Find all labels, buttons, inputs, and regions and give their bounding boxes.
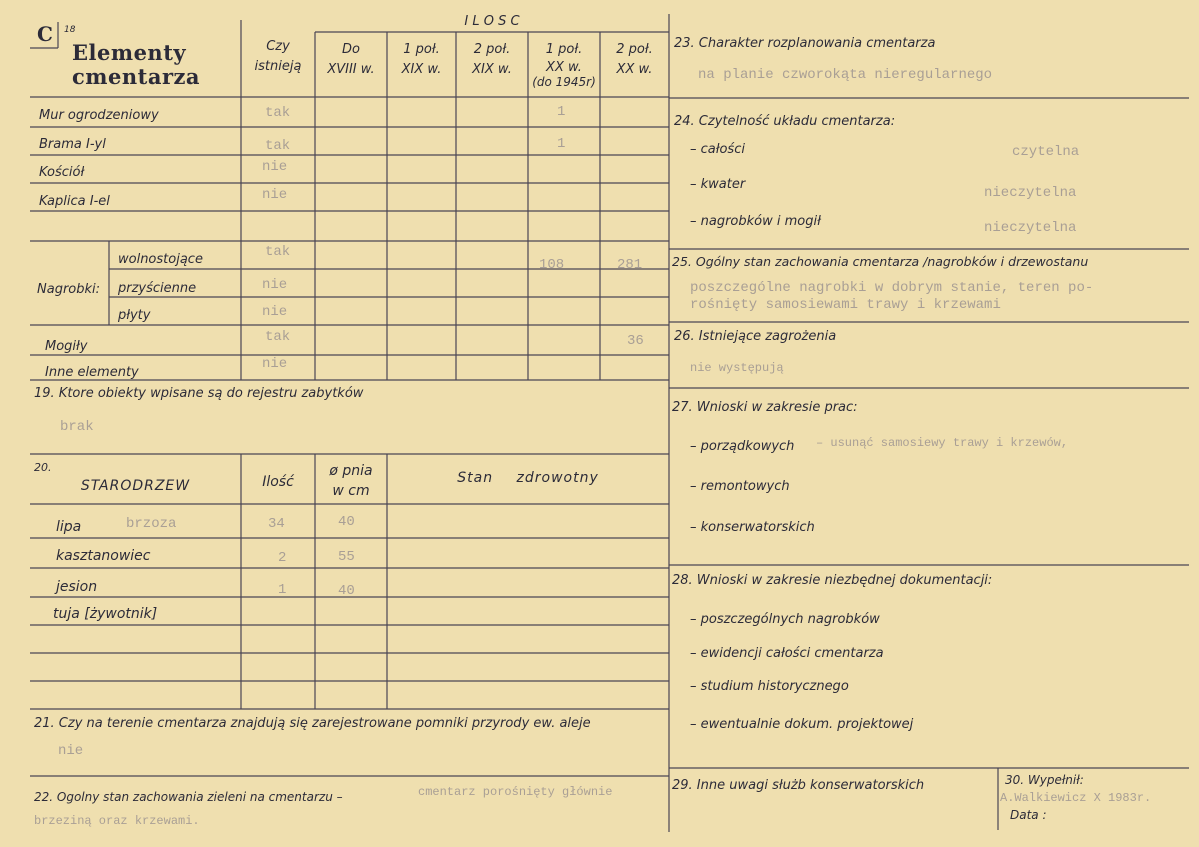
col-2-l2: XIX w. (401, 62, 442, 77)
row-brama-value: 1 (557, 136, 566, 152)
row-mogily-label: Mogiły (45, 339, 88, 354)
col-5-l2: XX w. (616, 62, 653, 77)
section-27-remont: – remontowych (690, 479, 790, 494)
section-22-value-1: cmentarz porośnięty głównie (418, 785, 613, 799)
section-27-label: 27. Wnioski w zakresie prac: (672, 400, 858, 415)
col-czy-1: Czy (266, 39, 290, 54)
col-ilosc: I L O S C (464, 14, 520, 29)
section-27-porz: – porządkowych (690, 439, 795, 454)
tree-row-2-ilosc: 2 (278, 550, 287, 566)
tree-row-1-typed: brzoza (126, 516, 177, 532)
section-20-num: 20. (34, 461, 52, 474)
section-number: 18 (64, 25, 76, 35)
row-mur-label: Mur ogrodzeniowy (39, 108, 159, 123)
tree-row-1-name: lipa (56, 519, 82, 535)
page-title-line1: Elementy (72, 40, 187, 65)
section-27-konserw: – konserwatorskich (690, 520, 815, 535)
col-2-l1: 1 poł. (403, 42, 440, 57)
row-wolno-czy: tak (265, 244, 291, 260)
row-wolno-v2: 281 (617, 257, 643, 273)
pnia-header-2: w cm (332, 483, 370, 499)
row-kosciol-czy: nie (262, 159, 288, 175)
row-inne-label: Inne elementy (45, 365, 139, 380)
section-28-item-1: – poszczególnych nagrobków (690, 612, 880, 627)
section-26-label: 26. Istniejące zagrożenia (674, 329, 837, 344)
section-25-label: 25. Ogólny stan zachowania cmentarza /nagrobków i drzewostanu (672, 254, 1089, 269)
section-28-item-2: – ewidencji całości cmentarza (690, 646, 884, 661)
section-23-value: na planie czworokąta nieregularnego (698, 67, 993, 83)
row-kosciol-label: Kościół (39, 165, 85, 180)
starodrzew-header: STARODRZEW (80, 478, 191, 494)
col-czy-2: istnieją (254, 59, 302, 74)
section-21-label: 21. Czy na terenie cmentarza znajdują się zarejestrowane pomniki przyrody ew. aleje (34, 716, 591, 731)
section-28-item-4: – ewentualnie dokum. projektowej (690, 717, 914, 732)
section-23-label: 23. Charakter rozplanowania cmentarza (674, 36, 936, 51)
tree-row-1-pnia: 40 (338, 514, 355, 530)
row-kaplica-czy: nie (262, 187, 288, 203)
row-inne-czy: nie (262, 356, 288, 372)
section-24-calosci: – całości (690, 142, 745, 157)
row-brama-label: Brama I-yl (39, 137, 106, 152)
row-mogily-value: 36 (627, 333, 644, 349)
col-4-l1: 1 poł. (545, 42, 583, 57)
section-24-calosci-value: czytelna (1012, 144, 1080, 160)
section-30-value: A.Walkiewicz X 1983r. (1000, 791, 1152, 805)
section-24-label: 24. Czytelność układu cmentarza: (674, 114, 896, 129)
stan-header: Stan zdrowotny (457, 470, 599, 486)
section-21-value: nie (58, 743, 84, 759)
row-wolno-label: wolnostojące (118, 252, 203, 267)
row-mur-czy: tak (265, 105, 291, 121)
section-24-kwater-value: nieczytelna (984, 185, 1077, 201)
section-30-label: 30. Wypełnił: (1005, 773, 1084, 787)
col-3-l1: 2 poł. (473, 42, 511, 57)
section-29-label: 29. Inne uwagi służb konserwatorskich (672, 778, 925, 793)
col-4-l3: (do 1945r) (532, 75, 596, 89)
row-plyty-czy: nie (262, 304, 288, 320)
section-22-value-2: brzeziną oraz krzewami. (34, 814, 200, 828)
section-24-kwater: – kwater (690, 177, 746, 192)
row-przysc-label: przyścienne (118, 281, 197, 296)
row-kaplica-label: Kaplica I-el (39, 194, 110, 209)
section-mark: C (37, 22, 53, 46)
section-28-item-3: – studium historycznego (690, 679, 849, 694)
row-mogily-czy: tak (265, 329, 291, 345)
tree-row-4-name: tuja [żywotnik] (53, 606, 158, 622)
section-19-label: 19. Ktore obiekty wpisane są do rejestru zabytków (34, 386, 364, 401)
row-plyty-label: płyty (118, 308, 151, 323)
row-brama-czy: tak (265, 138, 291, 154)
col-3-l2: XIX w. (472, 62, 512, 77)
row-wolno-v1: 108 (539, 257, 565, 273)
section-26-value: nie występują (690, 361, 784, 375)
col-1-l2: XVIII w. (327, 62, 375, 77)
row-nagrobki-label: Nagrobki: (37, 282, 101, 297)
col-5-l1: 2 poł. (616, 42, 653, 57)
section-24-nagrobkow: – nagrobków i mogił (690, 214, 821, 229)
section-22-label: 22. Ogolny stan zachowania zieleni na cmentarzu – (34, 790, 343, 804)
ilosc-header: Ilość (262, 474, 294, 490)
section-24-nagrobkow-value: nieczytelna (984, 220, 1077, 236)
row-przysc-czy: nie (262, 277, 288, 293)
pnia-header-1: ø pnia (329, 463, 373, 479)
section-25-value-2: rośnięty samosiewami trawy i krzewami (690, 297, 1001, 313)
section-19-value: brak (60, 419, 94, 435)
tree-row-2-pnia: 55 (338, 549, 355, 565)
page-title-line2: cmentarza (72, 64, 201, 89)
tree-row-3-name: jesion (56, 579, 98, 595)
row-mur-value: 1 (557, 104, 566, 120)
section-30-data: Data : (1010, 808, 1047, 822)
tree-row-2-name: kasztanowiec (56, 548, 151, 564)
col-1-l1: Do (342, 42, 360, 57)
tree-row-1-ilosc: 34 (268, 516, 285, 532)
section-27-porz-value: – usunąć samosiewy trawy i krzewów, (816, 436, 1069, 450)
tree-row-3-pnia: 40 (338, 583, 355, 599)
col-4-l2: XX w. (546, 60, 582, 75)
tree-row-3-ilosc: 1 (278, 582, 287, 598)
section-25-value-1: poszczególne nagrobki w dobrym stanie, teren po- (690, 280, 1094, 296)
section-28-label: 28. Wnioski w zakresie niezbędnej dokumentacji: (672, 573, 993, 588)
